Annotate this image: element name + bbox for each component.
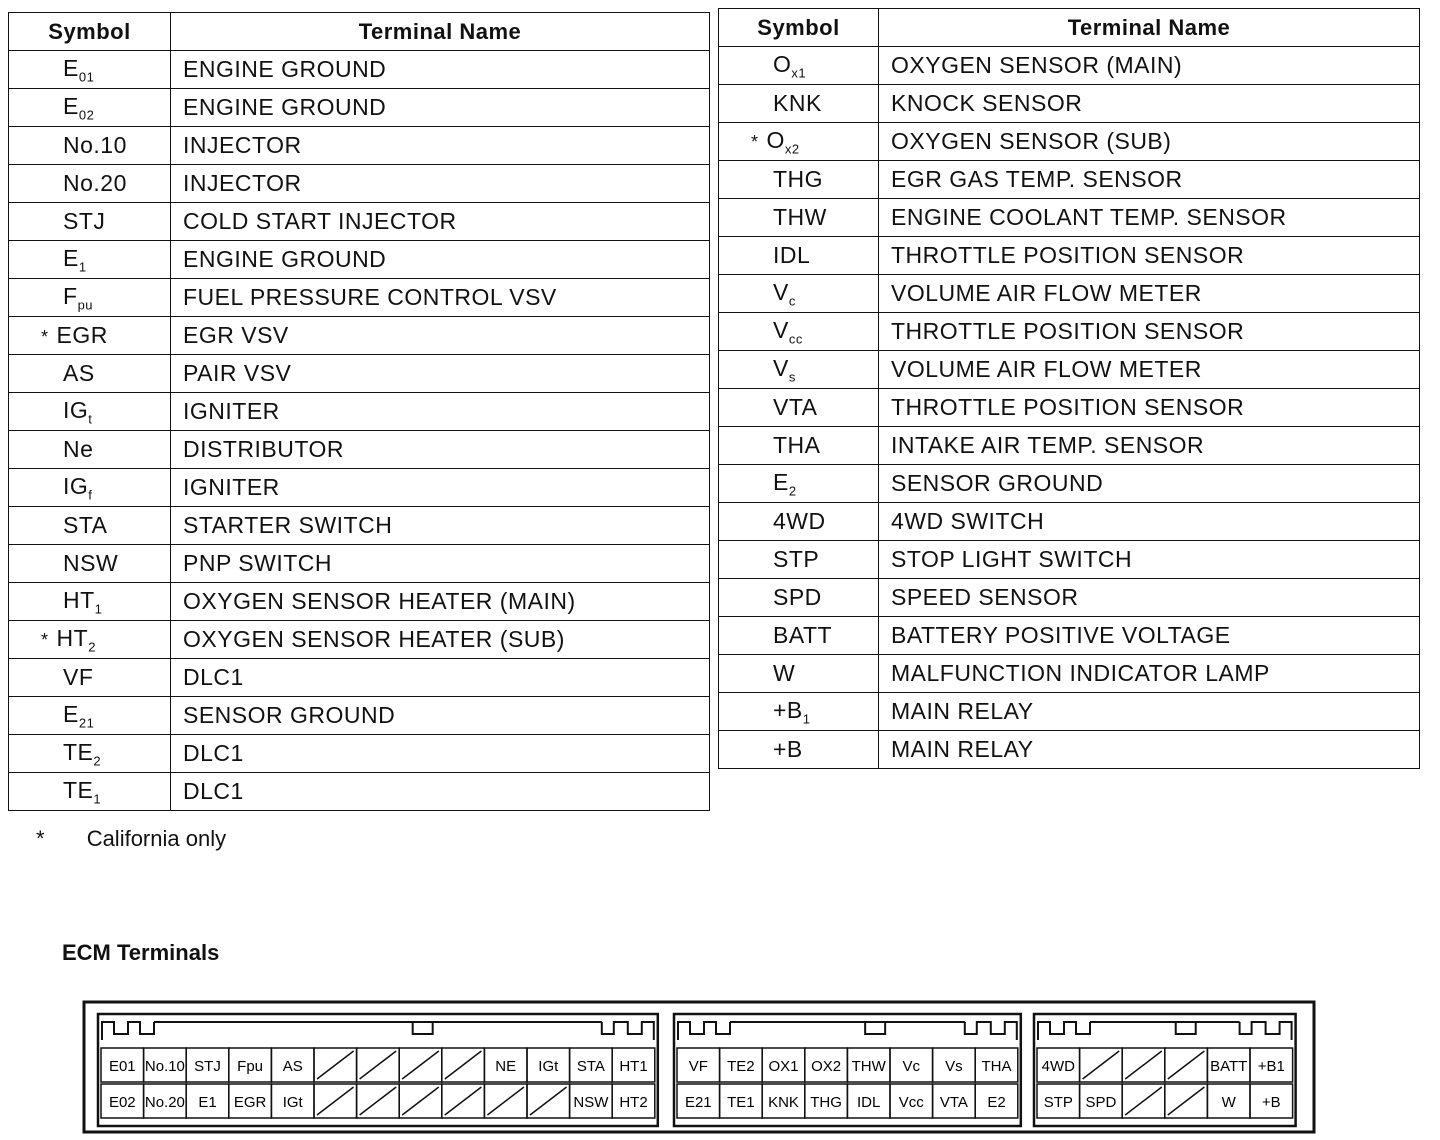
terminal-symbol	[9, 659, 171, 697]
unused-pin-slash	[445, 1087, 482, 1115]
table-row	[719, 85, 1420, 123]
terminal-symbol	[9, 469, 171, 507]
key-notch	[1240, 1022, 1292, 1040]
symbol-subscript: 1	[802, 711, 811, 727]
table-row	[9, 355, 710, 393]
symbol-text: +B	[773, 696, 803, 723]
symbol-text: No.20	[63, 170, 127, 196]
terminal-name: INTAKE AIR TEMP. SENSOR	[879, 427, 1420, 465]
terminal-name-header: Terminal Name	[171, 13, 710, 51]
terminal-name: SENSOR GROUND	[879, 465, 1420, 503]
terminal-symbol	[719, 237, 879, 275]
terminal-symbol	[719, 123, 879, 161]
key-notch	[102, 1022, 154, 1040]
terminal-symbol	[9, 431, 171, 469]
pin-label: THA	[981, 1058, 1012, 1075]
california-asterisk: *	[41, 629, 49, 650]
unused-pin-slash	[1125, 1051, 1162, 1079]
symbol-subscript: 21	[78, 715, 95, 731]
symbol-text: THG	[773, 166, 824, 192]
table-row	[9, 51, 710, 89]
table-row	[9, 393, 710, 431]
symbol-text: O	[773, 50, 792, 77]
terminal-name: DISTRIBUTOR	[171, 431, 710, 469]
symbol-text: E	[63, 244, 79, 271]
pin-label: Fpu	[237, 1058, 264, 1075]
table-row	[9, 317, 710, 355]
pin-label: NE	[495, 1058, 517, 1075]
terminal-name: THROTTLE POSITION SENSOR	[879, 389, 1420, 427]
pin-label: HT2	[619, 1094, 648, 1111]
unused-pin-slash	[1125, 1087, 1162, 1115]
terminal-table-right	[718, 8, 1420, 769]
terminal-symbol	[719, 465, 879, 503]
unused-pin-slash	[317, 1051, 354, 1079]
symbol-text: NSW	[63, 550, 119, 576]
pin-label: VF	[688, 1058, 708, 1075]
symbol-text: TE	[63, 776, 94, 803]
symbol-text: STJ	[63, 208, 106, 234]
table-row	[9, 545, 710, 583]
table-row	[9, 431, 710, 469]
symbol-subscript: 1	[94, 601, 103, 617]
symbol-subscript: x1	[791, 65, 807, 81]
terminal-symbol	[719, 427, 879, 465]
symbol-subscript: 2	[788, 483, 797, 499]
terminal-symbol	[719, 693, 879, 731]
pin-label: IDL	[857, 1094, 881, 1111]
pin-label: THG	[810, 1094, 842, 1111]
terminal-table-left	[8, 12, 710, 811]
terminal-name: FUEL PRESSURE CONTROL VSV	[171, 279, 710, 317]
table-row	[719, 427, 1420, 465]
symbol-text: SPD	[773, 584, 822, 610]
pin-label: E2	[987, 1094, 1006, 1111]
symbol-subscript: 1	[78, 259, 87, 275]
terminal-name: IGNITER	[171, 469, 710, 507]
symbol-text: AS	[63, 360, 95, 386]
symbol-text: EGR	[56, 322, 108, 348]
terminal-name: VOLUME AIR FLOW METER	[879, 275, 1420, 313]
terminal-symbol	[9, 317, 171, 355]
terminal-symbol	[719, 161, 879, 199]
symbol-text: VF	[63, 664, 94, 690]
california-asterisk: *	[41, 327, 49, 347]
pin-label: Vc	[902, 1058, 921, 1075]
terminal-symbol	[719, 731, 879, 769]
terminal-symbol	[719, 541, 879, 579]
table-row	[9, 127, 710, 165]
terminal-symbol	[719, 389, 879, 427]
table-row	[9, 89, 710, 127]
symbol-subscript: 01	[78, 69, 95, 85]
pin-label: W	[1221, 1094, 1236, 1111]
table-row	[9, 583, 710, 621]
symbol-header: Symbol	[9, 13, 171, 51]
terminal-name: OXYGEN SENSOR (SUB)	[879, 123, 1420, 161]
pin-label: THW	[851, 1058, 886, 1075]
pin-label: STP	[1043, 1094, 1073, 1111]
pin-label: Vcc	[898, 1094, 924, 1111]
symbol-subscript: s	[788, 369, 796, 385]
terminal-name: MAIN RELAY	[879, 731, 1420, 769]
unused-pin-slash	[360, 1087, 397, 1115]
terminal-name: ENGINE GROUND	[171, 89, 710, 127]
terminal-symbol	[719, 655, 879, 693]
pin-label: Vs	[945, 1058, 963, 1075]
table-row	[719, 693, 1420, 731]
footnote-text: California only	[86, 826, 227, 851]
terminal-symbol	[719, 47, 879, 85]
pin-label: E02	[108, 1094, 136, 1111]
terminal-symbol	[719, 351, 879, 389]
pin-label: E21	[684, 1094, 712, 1111]
terminal-name: ENGINE GROUND	[171, 51, 710, 89]
table-row	[719, 123, 1420, 161]
symbol-text: +B	[773, 736, 803, 762]
table-row	[719, 47, 1420, 85]
key-notch	[602, 1022, 654, 1040]
terminal-name: SENSOR GROUND	[171, 697, 710, 735]
symbol-subscript: 2	[93, 753, 102, 769]
table-row	[719, 541, 1420, 579]
symbol-text: No.10	[63, 132, 127, 158]
pin-label: +B1	[1257, 1058, 1285, 1075]
symbol-text: IG	[63, 396, 89, 423]
table-row	[719, 313, 1420, 351]
unused-pin-slash	[1168, 1087, 1205, 1115]
terminal-name-header: Terminal Name	[879, 9, 1420, 47]
key-notch	[865, 1022, 885, 1034]
terminal-symbol	[9, 89, 171, 127]
terminal-name: ENGINE COOLANT TEMP. SENSOR	[879, 199, 1420, 237]
terminal-symbol	[9, 507, 171, 545]
terminal-name: EGR GAS TEMP. SENSOR	[879, 161, 1420, 199]
terminal-symbol	[719, 275, 879, 313]
symbol-text: IG	[63, 472, 89, 499]
symbol-header: Symbol	[719, 9, 879, 47]
terminal-name: OXYGEN SENSOR HEATER (MAIN)	[171, 583, 710, 621]
footnote	[36, 826, 226, 852]
unused-pin-slash	[402, 1051, 439, 1079]
ecm-terminals-title: ECM Terminals	[62, 940, 220, 965]
key-notch	[678, 1022, 730, 1040]
pin-label: No.20	[144, 1094, 185, 1111]
terminal-symbol	[9, 165, 171, 203]
pin-label: IGt	[282, 1094, 303, 1111]
terminal-name: PAIR VSV	[171, 355, 710, 393]
terminal-symbol	[9, 51, 171, 89]
symbol-text: STA	[63, 512, 108, 538]
terminal-symbol	[719, 617, 879, 655]
table-row	[719, 731, 1420, 769]
table-row	[9, 621, 710, 659]
terminal-name: THROTTLE POSITION SENSOR	[879, 237, 1420, 275]
terminal-symbol	[9, 545, 171, 583]
terminal-name: KNOCK SENSOR	[879, 85, 1420, 123]
symbol-text: F	[63, 282, 78, 309]
terminal-name: MALFUNCTION INDICATOR LAMP	[879, 655, 1420, 693]
terminal-name: BATTERY POSITIVE VOLTAGE	[879, 617, 1420, 655]
table-row	[719, 503, 1420, 541]
pin-label: HT1	[619, 1058, 648, 1075]
table-row	[719, 275, 1420, 313]
table-row	[9, 165, 710, 203]
symbol-text: V	[773, 278, 789, 305]
pin-label: TE2	[727, 1058, 755, 1075]
table-row	[9, 697, 710, 735]
unused-pin-slash	[317, 1087, 354, 1115]
terminal-symbol	[719, 503, 879, 541]
terminal-name: IGNITER	[171, 393, 710, 431]
pin-label: No.10	[144, 1058, 185, 1075]
symbol-text: THW	[773, 204, 827, 230]
symbol-text: Ne	[63, 436, 94, 462]
unused-pin-slash	[1083, 1051, 1120, 1079]
table-row	[9, 507, 710, 545]
pin-label: STJ	[194, 1058, 221, 1075]
unused-pin-slash	[445, 1051, 482, 1079]
terminal-symbol	[9, 735, 171, 773]
terminal-name: MAIN RELAY	[879, 693, 1420, 731]
ecm-connector-diagram	[82, 1000, 1318, 1136]
pin-label: VTA	[939, 1094, 968, 1111]
symbol-text: IDL	[773, 242, 811, 268]
key-notch	[413, 1022, 433, 1034]
pin-label: STA	[576, 1058, 605, 1075]
pin-label: +B	[1261, 1094, 1281, 1111]
pin-label: TE1	[727, 1094, 755, 1111]
terminal-name: EGR VSV	[171, 317, 710, 355]
pin-label: AS	[282, 1058, 303, 1075]
california-asterisk: *	[751, 131, 759, 152]
symbol-text: HT	[63, 586, 95, 613]
terminal-name: STOP LIGHT SWITCH	[879, 541, 1420, 579]
terminal-name: INJECTOR	[171, 127, 710, 165]
terminal-name: THROTTLE POSITION SENSOR	[879, 313, 1420, 351]
table-row	[9, 241, 710, 279]
table-row	[719, 351, 1420, 389]
unused-pin-slash	[530, 1087, 567, 1115]
symbol-text: HT	[56, 624, 89, 651]
symbol-text: STP	[773, 546, 820, 572]
symbol-text: O	[766, 126, 785, 153]
symbol-text: BATT	[773, 622, 833, 648]
terminal-symbol	[9, 279, 171, 317]
pin-label: E1	[198, 1094, 217, 1111]
symbol-text: V	[773, 354, 789, 381]
pin-label: OX2	[811, 1058, 842, 1075]
pin-label: 4WD	[1041, 1058, 1075, 1075]
terminal-name: STARTER SWITCH	[171, 507, 710, 545]
table-row	[719, 389, 1420, 427]
key-notch	[965, 1022, 1017, 1040]
table-row	[719, 655, 1420, 693]
terminal-name: COLD START INJECTOR	[171, 203, 710, 241]
key-notch	[1176, 1022, 1196, 1034]
terminal-symbol	[719, 313, 879, 351]
symbol-text: E	[63, 92, 79, 119]
symbol-text: V	[773, 316, 789, 343]
symbol-subscript: cc	[788, 331, 803, 347]
table-row	[9, 773, 710, 811]
symbol-text: THA	[773, 432, 821, 458]
terminal-symbol	[9, 583, 171, 621]
terminal-name: DLC1	[171, 773, 710, 811]
table-row	[719, 237, 1420, 275]
table-row	[719, 579, 1420, 617]
table-row	[9, 469, 710, 507]
table-row	[719, 199, 1420, 237]
terminal-symbol	[9, 355, 171, 393]
symbol-subscript: pu	[77, 297, 94, 313]
symbol-text: 4WD	[773, 508, 826, 534]
terminal-name: DLC1	[171, 659, 710, 697]
table-row	[9, 279, 710, 317]
symbol-text: E	[63, 54, 79, 81]
symbol-subscript: 2	[88, 639, 96, 655]
pin-label: NSW	[573, 1094, 609, 1111]
pin-label: IGt	[538, 1058, 559, 1075]
terminal-symbol	[719, 579, 879, 617]
terminal-name: INJECTOR	[171, 165, 710, 203]
terminal-symbol	[9, 697, 171, 735]
table-row	[9, 659, 710, 697]
terminal-name: ENGINE GROUND	[171, 241, 710, 279]
terminal-symbol	[719, 85, 879, 123]
unused-pin-slash	[402, 1087, 439, 1115]
terminal-symbol	[9, 203, 171, 241]
terminal-name: SPEED SENSOR	[879, 579, 1420, 617]
pin-label: OX1	[768, 1058, 799, 1075]
pin-label: BATT	[1210, 1058, 1248, 1075]
terminal-name: PNP SWITCH	[171, 545, 710, 583]
table-row	[719, 465, 1420, 503]
pin-label: EGR	[233, 1094, 267, 1111]
terminal-name: OXYGEN SENSOR HEATER (SUB)	[171, 621, 710, 659]
pin-label: SPD	[1085, 1094, 1117, 1111]
table-row	[9, 203, 710, 241]
symbol-text: W	[773, 660, 796, 686]
footnote-asterisk: *	[36, 826, 45, 851]
symbol-subscript: 02	[78, 107, 95, 123]
key-notch	[1038, 1022, 1090, 1040]
symbol-text: TE	[63, 738, 94, 765]
symbol-subscript: c	[788, 293, 796, 309]
table-row	[719, 161, 1420, 199]
terminal-symbol	[9, 621, 171, 659]
symbol-text: E	[63, 700, 79, 727]
terminal-symbol	[9, 773, 171, 811]
symbol-subscript: f	[88, 487, 93, 503]
unused-pin-slash	[360, 1051, 397, 1079]
pin-label: KNK	[768, 1094, 799, 1111]
table-row	[9, 735, 710, 773]
symbol-subscript: t	[88, 411, 93, 427]
terminal-symbol	[719, 199, 879, 237]
symbol-text: KNK	[773, 90, 822, 116]
terminal-name: OXYGEN SENSOR (MAIN)	[879, 47, 1420, 85]
terminal-name: 4WD SWITCH	[879, 503, 1420, 541]
terminal-symbol	[9, 241, 171, 279]
terminal-name: VOLUME AIR FLOW METER	[879, 351, 1420, 389]
pin-label: E01	[108, 1058, 136, 1075]
table-row	[719, 617, 1420, 655]
terminal-symbol	[9, 393, 171, 431]
terminal-name: DLC1	[171, 735, 710, 773]
symbol-text: VTA	[773, 394, 818, 420]
symbol-subscript: x2	[784, 141, 800, 157]
symbol-text: E	[773, 468, 789, 495]
terminal-symbol	[9, 127, 171, 165]
symbol-subscript: 1	[93, 791, 102, 807]
unused-pin-slash	[1168, 1051, 1205, 1079]
unused-pin-slash	[487, 1087, 524, 1115]
